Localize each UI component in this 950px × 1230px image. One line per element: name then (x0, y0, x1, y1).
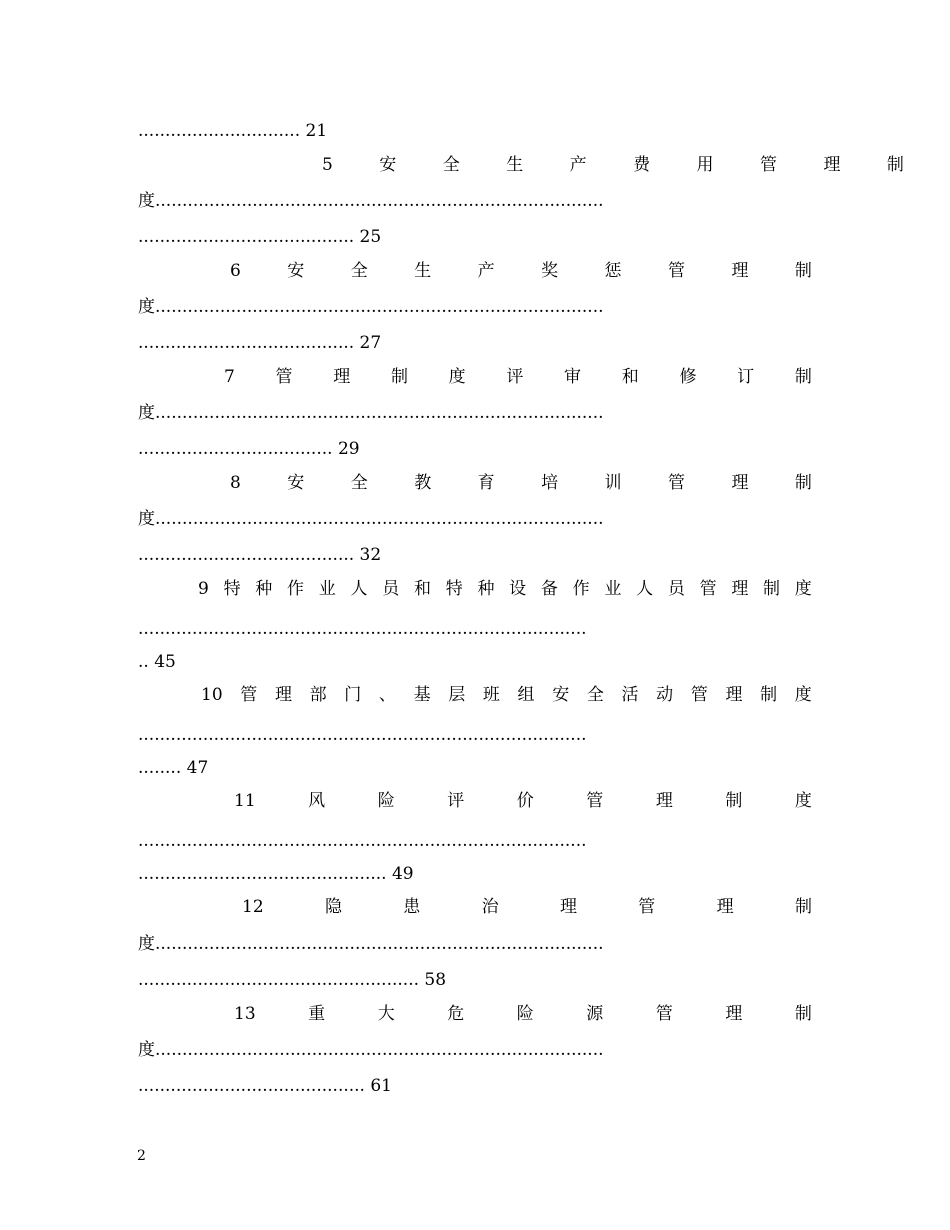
toc-char: 治 (481, 897, 499, 917)
toc-char: 员 (667, 579, 685, 599)
toc-char: 度 (794, 579, 812, 599)
toc-char: 9 (198, 579, 209, 599)
toc-char: 管 (690, 685, 708, 705)
toc-char: 人 (636, 579, 654, 599)
toc-entry-dots: ................................................................................... (138, 725, 587, 745)
toc-char: 生 (414, 261, 432, 281)
toc-entry-page: .................................... 29 (138, 439, 360, 459)
toc-leading-dots: .............................. 21 (138, 121, 328, 141)
toc-char: 管 (638, 897, 656, 917)
toc-char: 价 (516, 791, 534, 811)
toc-char: 10 (201, 685, 223, 705)
toc-char: 制 (390, 367, 408, 387)
toc-char: 度 (448, 367, 466, 387)
toc-char: 培 (541, 473, 559, 493)
toc-char: 管 (668, 473, 685, 493)
toc-char: 5 (322, 155, 333, 175)
toc-char: 制 (886, 155, 904, 175)
toc-char: 种 (477, 579, 495, 599)
toc-char: 训 (604, 473, 622, 493)
toc-char: 育 (477, 473, 495, 493)
toc-char: 理 (655, 791, 673, 811)
toc-char: 患 (403, 897, 421, 917)
toc-char: 产 (477, 261, 495, 281)
toc-char: 险 (516, 1004, 534, 1024)
toc-char: 理 (716, 897, 734, 917)
toc-char: 11 (234, 791, 256, 811)
toc-char: 教 (414, 473, 432, 493)
toc-char: 生 (506, 155, 524, 175)
toc-char: 制 (794, 367, 812, 387)
toc-char: 用 (696, 155, 714, 175)
toc-char: 理 (731, 473, 749, 493)
toc-entry-page: ........................................ 32 (138, 545, 382, 565)
toc-char: 安 (552, 685, 570, 705)
toc-char: 理 (274, 685, 292, 705)
toc-entry-page: ........................................ 27 (138, 333, 382, 353)
toc-char: 全 (350, 473, 368, 493)
toc-char: 管 (240, 685, 258, 705)
toc-entry-page: .............................................. 49 (138, 864, 414, 884)
toc-char: 6 (230, 261, 241, 281)
toc-char: 组 (517, 685, 535, 705)
toc-char: 业 (318, 579, 336, 599)
toc-char: 全 (586, 685, 604, 705)
toc-entry-dots: 度................................................................................... (138, 191, 604, 211)
page-number: 2 (137, 1148, 146, 1164)
toc-entry-title (234, 791, 812, 811)
toc-char: 重 (308, 1004, 326, 1024)
toc-char: 修 (679, 367, 697, 387)
toc-entry-dots: 度................................................................................... (138, 934, 604, 954)
toc-entry-title (230, 155, 904, 175)
toc-entry-page: .. 45 (138, 652, 176, 672)
toc-entry-page: .................................................... 58 (138, 970, 447, 990)
toc-char: 险 (377, 791, 395, 811)
toc-entry-title (224, 367, 812, 387)
toc-char: 安 (287, 473, 305, 493)
toc-char: 业 (604, 579, 622, 599)
toc-char: 备 (540, 579, 558, 599)
toc-char: 全 (442, 155, 460, 175)
toc-char: 管 (699, 579, 717, 599)
toc-char: 惩 (604, 261, 622, 281)
toc-char: 特 (223, 579, 241, 599)
toc-entry-title (242, 897, 812, 917)
toc-char: 审 (564, 367, 582, 387)
toc-char: 层 (448, 685, 466, 705)
toc-char: 理 (725, 685, 743, 705)
toc-char: 评 (447, 791, 465, 811)
toc-char: 理 (731, 579, 749, 599)
toc-char: 制 (794, 473, 812, 493)
toc-entry-title (230, 473, 812, 493)
toc-char: 种 (255, 579, 273, 599)
toc-char: 全 (350, 261, 368, 281)
toc-char: 、 (378, 685, 396, 705)
toc-char: 隐 (324, 897, 342, 917)
toc-char: 大 (377, 1004, 395, 1024)
toc-char: 安 (287, 261, 305, 281)
toc-entry-title (234, 1004, 812, 1024)
toc-char: 风 (308, 791, 326, 811)
toc-char: 安 (379, 155, 397, 175)
toc-char: 源 (586, 1004, 604, 1024)
toc-char: 制 (725, 791, 743, 811)
toc-char: 评 (506, 367, 524, 387)
toc-char: 活 (621, 685, 639, 705)
toc-char: 管 (655, 1004, 673, 1024)
toc-char: 理 (725, 1004, 743, 1024)
toc-char: 和 (621, 367, 639, 387)
toc-char: 理 (559, 897, 577, 917)
toc-char: 设 (509, 579, 527, 599)
toc-char: 特 (445, 579, 463, 599)
toc-char: 员 (382, 579, 400, 599)
toc-char: 管 (760, 155, 777, 175)
toc-char: 和 (413, 579, 431, 599)
toc-char: 奖 (541, 261, 559, 281)
toc-char: 作 (572, 579, 590, 599)
toc-char: 12 (242, 897, 264, 917)
toc-char: 危 (447, 1004, 465, 1024)
toc-char: 管 (275, 367, 293, 387)
toc-entry-title (201, 685, 812, 705)
toc-char: 班 (482, 685, 500, 705)
toc-entry-page: .......................................... 61 (138, 1076, 392, 1096)
toc-char: 8 (230, 473, 241, 493)
toc-char: 产 (569, 155, 587, 175)
toc-entry-title (230, 261, 812, 281)
toc-char: 动 (656, 685, 674, 705)
toc-entry-dots: ................................................................................... (138, 619, 587, 639)
toc-char: 理 (823, 155, 841, 175)
toc-char: 理 (731, 261, 749, 281)
toc-char: 7 (224, 367, 235, 387)
toc-char: 费 (633, 155, 651, 175)
toc-entry-dots: 度................................................................................... (138, 1040, 604, 1060)
toc-entry-title (198, 579, 812, 599)
toc-char: 理 (333, 367, 351, 387)
toc-char: 度 (794, 791, 812, 811)
toc-char: 度 (794, 685, 812, 705)
toc-char: 制 (763, 579, 781, 599)
toc-char: 作 (287, 579, 305, 599)
toc-char: 管 (668, 261, 685, 281)
toc-entry-page: ........................................ 25 (138, 227, 382, 247)
toc-char: 制 (794, 261, 812, 281)
toc-char: 制 (794, 897, 812, 917)
toc-entry-page: ........ 47 (138, 758, 209, 778)
toc-char: 部 (309, 685, 327, 705)
toc-entry-dots: 度................................................................................... (138, 297, 604, 317)
toc-char: 门 (344, 685, 362, 705)
toc-char: 基 (413, 685, 431, 705)
toc-char: 制 (794, 1004, 812, 1024)
toc-entry-dots: 度................................................................................... (138, 403, 604, 423)
toc-entry-dots: 度................................................................................... (138, 509, 604, 529)
toc-char: 管 (586, 791, 604, 811)
toc-char: 订 (737, 367, 755, 387)
toc-char: 13 (234, 1004, 256, 1024)
toc-char: 人 (350, 579, 368, 599)
toc-entry-dots: ................................................................................... (138, 831, 587, 851)
toc-char: 制 (760, 685, 778, 705)
